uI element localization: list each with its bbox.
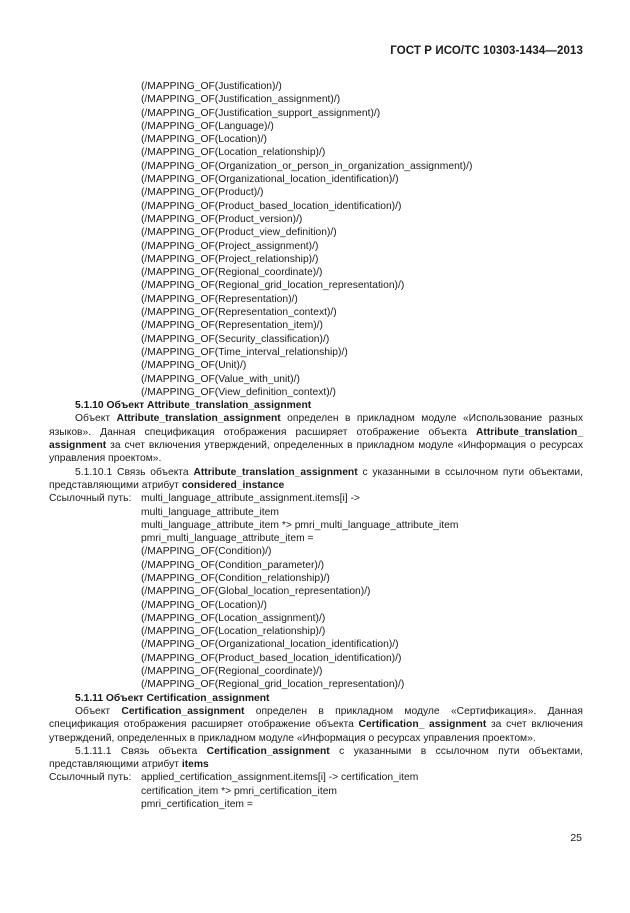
- mapping-line: (/MAPPING_OF(Justification_support_assignment)/): [141, 107, 381, 119]
- mapping-line: (/MAPPING_OF(Product)/): [141, 187, 264, 199]
- section-5-1-10-heading: 5.1.10 Объект Attribute_translation_assignment: [75, 400, 312, 412]
- mapping-line: (/MAPPING_OF(Product_based_location_identification)/): [141, 652, 402, 664]
- mapping-list: [49, 80, 583, 399]
- mapping-line: multi_language_attribute_item *> pmri_multi_language_attribute_item: [141, 519, 459, 531]
- reference-path-list: [49, 785, 583, 812]
- section-5-1-11-paragraph: Объект Certification_assignment определен в прикладном модуле «Сертификация». Данная спецификация отображения расширяет отображение объекта Certification_ assignment за счет включения утверждений, определенных в прикладном модуле «Информация о ресурсах управления проектом».: [49, 705, 583, 744]
- mapping-line: (/MAPPING_OF(Representation_item)/): [141, 320, 323, 332]
- mapping-line: (/MAPPING_OF(Global_location_representation)/): [141, 586, 371, 598]
- mapping-line: (/MAPPING_OF(Regional_coordinate)/): [141, 666, 323, 678]
- mapping-line: (/MAPPING_OF(Organizational_location_identification)/): [141, 639, 399, 651]
- mapping-line: (/MAPPING_OF(Organization_or_person_in_organization_assignment)/): [141, 160, 473, 172]
- document-header: ГОСТ Р ИСО/ТС 10303-1434—2013: [390, 45, 583, 57]
- mapping-line: (/MAPPING_OF(Location)/): [141, 599, 267, 611]
- mapping-line: (/MAPPING_OF(Time_interval_relationship)/): [141, 346, 348, 358]
- mapping-line: (/MAPPING_OF(Project_relationship)/): [141, 253, 319, 265]
- mapping-line: (/MAPPING_OF(Representation)/): [141, 293, 298, 305]
- mapping-line: multi_language_attribute_item: [141, 506, 279, 518]
- mapping-line: (/MAPPING_OF(Condition_relationship)/): [141, 572, 330, 584]
- mapping-line: (/MAPPING_OF(Representation_context)/): [141, 307, 337, 319]
- reference-path-row: Ссылочный путь: applied_certification_assignment.items[i] -> certification_item: [49, 772, 419, 784]
- mapping-line: (/MAPPING_OF(Location)/): [141, 134, 267, 146]
- section-5-1-10-1-paragraph: 5.1.10.1 Связь объекта Attribute_translation_assignment с указанными в ссылочном пути объектами, представляющими атрибут considered_instance: [49, 466, 583, 491]
- mapping-line: (/MAPPING_OF(Regional_coordinate)/): [141, 267, 323, 279]
- section-5-1-11-1-paragraph: 5.1.11.1 Связь объекта Certification_assignment с указанными в ссылочном пути объектами, представляющими атрибут items: [49, 745, 583, 771]
- reference-path-row: Ссылочный путь: multi_language_attribute_assignment.items[i] ->: [49, 493, 360, 505]
- mapping-line: (/MAPPING_OF(Condition)/): [141, 546, 272, 558]
- mapping-line: (/MAPPING_OF(Organizational_location_identification)/): [141, 174, 399, 186]
- mapping-line: (/MAPPING_OF(Justification_assignment)/): [141, 94, 341, 106]
- mapping-line: (/MAPPING_OF(Security_classification)/): [141, 333, 330, 345]
- section-5-1-11-heading: 5.1.11 Объект Certification_assignment: [75, 692, 270, 704]
- mapping-line: certification_item *> pmri_certification_item: [141, 785, 338, 797]
- mapping-line: (/MAPPING_OF(Product_version)/): [141, 213, 303, 225]
- mapping-line: pmri_multi_language_attribute_item =: [141, 533, 314, 545]
- page-number: 25: [570, 832, 582, 844]
- section-5-1-10-paragraph: Объект Attribute_translation_assignment определен в прикладном модуле «Использование разных языков». Данная спецификация отображения расширяет отображение объекта Attribute_translation_ assignment за счет включения утверждений, определенных в прикладном модуле «Информация о ресурсах управления проектом».: [49, 413, 583, 465]
- mapping-line: (/MAPPING_OF(Location_relationship)/): [141, 147, 326, 159]
- mapping-line: (/MAPPING_OF(Project_assignment)/): [141, 240, 319, 252]
- mapping-line: pmri_certification_item =: [141, 799, 253, 811]
- mapping-line: (/MAPPING_OF(Justification)/): [141, 81, 282, 92]
- mapping-line: (/MAPPING_OF(Language)/): [141, 120, 274, 132]
- mapping-line: (/MAPPING_OF(Product_view_definition)/): [141, 227, 337, 239]
- reference-path-list: [49, 506, 583, 692]
- mapping-line: (/MAPPING_OF(Location_relationship)/): [141, 626, 326, 638]
- mapping-line: (/MAPPING_OF(Regional_grid_location_representation)/): [141, 679, 405, 691]
- mapping-line: (/MAPPING_OF(Value_with_unit)/): [141, 373, 300, 385]
- mapping-line: (/MAPPING_OF(Condition_parameter)/): [141, 559, 325, 571]
- mapping-line: (/MAPPING_OF(Product_based_location_identification)/): [141, 200, 402, 212]
- mapping-line: (/MAPPING_OF(View_definition_context)/): [141, 386, 336, 398]
- mapping-line: (/MAPPING_OF(Unit)/): [141, 360, 247, 372]
- mapping-line: (/MAPPING_OF(Regional_grid_location_representation)/): [141, 280, 405, 292]
- mapping-line: (/MAPPING_OF(Location_assignment)/): [141, 612, 326, 624]
- page-body: [49, 80, 583, 811]
